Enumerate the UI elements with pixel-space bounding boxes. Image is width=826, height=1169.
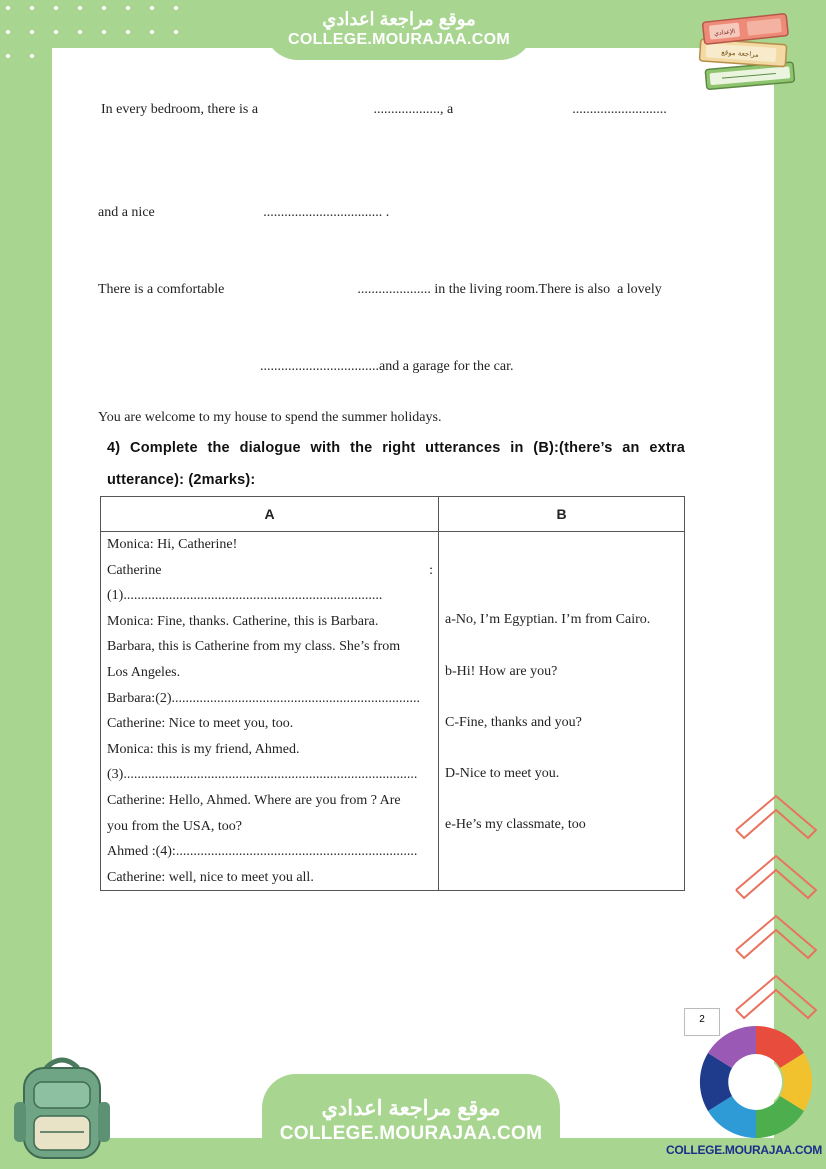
utterance-option: D-Nice to meet you. xyxy=(445,766,560,782)
header-arabic-title: موقع مراجعة اعدادي xyxy=(322,9,476,29)
dialogue-line: Barbara:(2)....................................................................... xyxy=(107,690,421,706)
mourajaa-circle-logo-icon xyxy=(694,1022,818,1142)
dialogue-line: Monica: Fine, thanks. Catherine, this is Barbara. xyxy=(107,613,379,629)
dialogue-line: Los Angeles. xyxy=(107,664,181,680)
dialogue-line: (3).................................................................................... xyxy=(107,767,418,783)
paragraph-line-4: ..................................and a garage for the car. xyxy=(260,359,514,374)
dialogue-line: Monica: Hi, Catherine! xyxy=(107,537,238,552)
dialogue-line: Catherine: well, nice to meet you all. xyxy=(107,869,314,885)
question-4-instruction: 4) Complete the dialogue with the right utterances in (B):(there’s an extra utterance): (2marks): xyxy=(107,440,685,488)
backpack-icon xyxy=(10,1052,114,1164)
column-header-b: B xyxy=(439,497,685,532)
dialogue-line: Catherine: Hello, Ahmed. Where are you from ? Are xyxy=(107,792,401,808)
utterance-option: b-Hi! How are you? xyxy=(445,663,558,679)
utterances-column xyxy=(439,532,685,891)
dialogue-line: Barbara, this is Catherine from my class. She’s from xyxy=(107,639,401,655)
logo-site-label: COLLEGE.MOURAJAA.COM xyxy=(666,1143,823,1157)
footer-banner xyxy=(262,1074,560,1169)
chevron-decoration-icon xyxy=(732,790,820,1030)
book-spine-label: الإعدادي xyxy=(713,28,736,38)
dialogue-line: you from the USA, too? xyxy=(107,818,242,834)
column-header-a: A xyxy=(101,497,439,532)
book-spine-label: مراجعة موقع xyxy=(720,48,760,59)
utterance-option: a-No, I’m Egyptian. I’m from Cairo. xyxy=(445,612,651,628)
dialogue-table xyxy=(100,496,685,891)
header-site-link[interactable]: COLLEGE.MOURAJAA.COM xyxy=(288,31,510,48)
paragraph-line-1: In every bedroom, there is a ..................., a ........................... xyxy=(101,102,667,117)
dialogue-line: Catherine: Nice to meet you, too. xyxy=(107,716,294,732)
utterance-option: C-Fine, thanks and you? xyxy=(445,714,582,730)
utterance-option: e-He’s my classmate, too xyxy=(445,817,586,833)
footer-arabic-title: موقع مراجعة اعدادي xyxy=(321,1097,501,1120)
paragraph-line-3: There is a comfortable ..................... in the living room.There is also a lovely xyxy=(98,282,662,297)
footer-site-link[interactable]: COLLEGE.MOURAJAA.COM xyxy=(279,1123,543,1144)
books-stack-icon xyxy=(690,8,802,100)
dialogue-line: Ahmed :(4):..................................................................... xyxy=(107,844,418,860)
dialogue-column xyxy=(101,532,439,891)
dialogue-line: Catherine :(1).......................................................................... xyxy=(107,562,433,604)
page-number: 2 xyxy=(684,1008,720,1036)
paragraph-line-2: and a nice .................................. . xyxy=(98,205,390,220)
paragraph-line-5: You are welcome to my house to spend the summer holidays. xyxy=(98,410,442,425)
header-banner xyxy=(264,0,534,60)
dialogue-line: Monica: this is my friend, Ahmed. xyxy=(107,741,300,757)
